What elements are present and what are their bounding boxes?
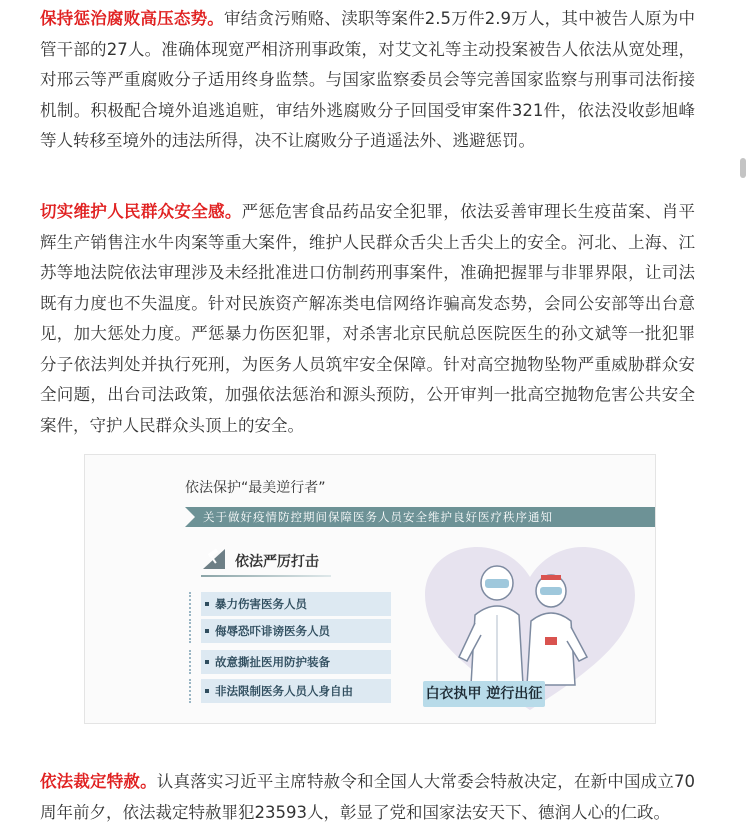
- paragraph-body: 认真落实习近平主席特赦令和全国人大常委会特赦决定，在新中国成立70周年前夕，依法裁定特赦罪犯23593人，彰显了党和国家法安天下、德润人心的仁政。: [40, 772, 696, 822]
- list-item-text: 侮辱恐吓诽谤医务人员: [215, 624, 330, 638]
- paragraph-lead: 切实维护人民群众安全感。: [40, 202, 242, 221]
- strike-section-title: 依法严厉打击: [235, 554, 319, 570]
- paragraph-body: 严惩危害食品药品安全犯罪，依法妥善审理长生疫苗案、肖平辉生产销售注水牛肉案等重大案件，维护人民群众舌尖上舌尖上的安全。河北、上海、江苏等地法院依法审理涉及未经批准进口仿制药刑事案件，准确把握罪与非罪界限，让司法既有力度也不失温度。针对民族资产解冻类电信网络诈骗高发态势，会同公安部等出台意见，加大惩处力度。严惩暴力伤医犯罪，对杀害北京民航总医院医生的孙文斌等一批犯罪分子依法判处并执行死刑，为医务人员筑牢安全保障。针对高空抛物坠物严重威胁群众安全问题，出台司法政策，加强依法惩治和源头预防，公开审判一批高空抛物危害公共安全案件，守护人民群众头顶上的安全。: [40, 202, 696, 435]
- infographic-title: 依法保护“最美逆行者”: [185, 480, 326, 496]
- paragraph-special-pardon: [40, 767, 695, 828]
- slogan-badge: 白衣执甲 逆行出征: [423, 681, 545, 707]
- list-item: [189, 619, 385, 643]
- section-underline: [201, 575, 331, 577]
- list-item-text: 暴力伤害医务人员: [215, 597, 307, 611]
- list-item: [189, 650, 385, 674]
- gavel-icon: [201, 545, 227, 571]
- list-item: [189, 592, 385, 616]
- paragraph-lead: 依法裁定特赦。: [40, 772, 157, 791]
- list-item-text: 非法限制医务人员人身自由: [215, 684, 353, 698]
- paragraph-body: 审结贪污贿赂、渎职等案件2.5万件2.9万人，其中被告人原为中管干部的27人。准确体现宽严相济刑事政策，对艾文礼等主动投案被告人依法从宽处理，对邢云等严重腐败分子适用终身监禁。与国家监察委员会等完善国家监察与刑事司法衔接机制。积极配合境外追逃追赃，审结外逃腐败分子回国受审案件321件，依法没收彭旭峰等人转移至境外的违法所得，决不让腐败分子逍遥法外、逃避惩罚。: [40, 9, 696, 150]
- paragraph-anti-corruption: [40, 4, 695, 157]
- list-item: [189, 679, 385, 703]
- scrollbar-thumb[interactable]: [740, 158, 746, 178]
- paragraph-public-safety: [40, 197, 695, 441]
- infographic-banner: 关于做好疫情防控期间保障医务人员安全维护良好医疗秩序通知: [185, 507, 655, 527]
- list-item-text: 故意撕扯医用防护装备: [215, 655, 330, 669]
- banner-notch: [185, 507, 195, 527]
- infographic-medical-protection: [84, 454, 656, 724]
- paragraph-lead: 保持惩治腐败高压态势。: [40, 9, 225, 28]
